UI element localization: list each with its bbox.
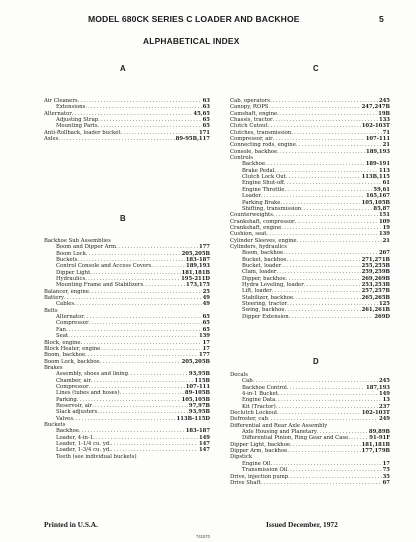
entry-label: Parking Brake	[242, 199, 281, 206]
entry-page: 49	[202, 301, 210, 308]
entry-page: 93,95B	[188, 409, 210, 416]
index-entry	[44, 454, 210, 460]
entry-label: 4-in-1 Bucket	[242, 391, 278, 398]
dot-leader	[277, 149, 365, 155]
entry-label: Bucket, loader	[242, 262, 282, 269]
entry-page: 71	[382, 129, 390, 136]
entry-page: 177	[198, 244, 210, 251]
entry-page: 89-95B,117	[175, 136, 210, 143]
page-number: 5	[379, 14, 384, 24]
entry-page: 171	[198, 129, 210, 136]
entry-label: Drive Shaft	[230, 479, 261, 486]
entry-page: 249	[378, 416, 390, 423]
entry-label: Boom, backhoe	[242, 250, 284, 257]
entry-page: 125	[378, 301, 390, 307]
entry-label: Axles	[44, 136, 59, 143]
entry-page: 267	[378, 250, 390, 257]
entry-page: 102-103T	[361, 410, 390, 417]
dot-leader	[297, 238, 382, 244]
index-list-b	[44, 238, 210, 460]
dot-leader	[58, 136, 174, 142]
entry-label: Clutch Lock Out	[242, 174, 286, 181]
entry-label: Swing, backhoe	[242, 307, 285, 314]
dot-leader	[74, 301, 201, 307]
entry-page: 189,193	[366, 148, 390, 155]
entry-label: Dipper Light, backhoe	[230, 441, 291, 448]
entry-page: 65	[202, 123, 210, 130]
entry-label: Shifting, transmission	[242, 205, 302, 212]
entry-page: 25	[202, 288, 210, 295]
entry-label: Buckets	[56, 257, 78, 264]
entry-label: Mounting Frame and Stabilizers	[56, 282, 144, 289]
entry-label: Crankshaft, compressor	[230, 218, 295, 225]
entry-label: Loader, 1-3/4 cu. yd.	[56, 447, 111, 454]
entry-label: Camshaft, engine	[230, 110, 278, 117]
index-entry	[230, 149, 390, 155]
entry-label: Alternator	[56, 314, 84, 321]
entry-page: 107-111	[365, 136, 390, 143]
entry-page: 205,205B	[181, 250, 210, 257]
entry-label: Differential and Rear Axle Assembly	[230, 422, 328, 429]
section-letter-c: C	[313, 64, 319, 73]
entry-label: Decals	[230, 372, 248, 378]
index-entry	[230, 314, 390, 320]
entry-page: 259,259B	[361, 269, 390, 276]
entry-label: Compressor, air	[230, 136, 273, 143]
entry-page: 17	[382, 460, 390, 467]
entry-page: 149	[378, 391, 390, 398]
entry-page: 65	[202, 320, 210, 327]
entry-label: Control Console and Access Covers	[56, 263, 152, 270]
entry-label: Cylinders, hydraulics	[230, 243, 287, 250]
entry-page: 113B-115D	[176, 415, 210, 422]
entry-page: 183-187	[185, 257, 210, 264]
entry-page: 85,87	[373, 205, 390, 212]
entry-page: 261,261B	[361, 307, 390, 314]
entry-page: 21	[382, 237, 390, 244]
entry-label: Loader, 4-in-1	[56, 434, 94, 441]
entry-label: Air Cleaners	[44, 98, 78, 104]
entry-label: Buckets	[44, 421, 66, 428]
index-entry	[44, 136, 210, 142]
entry-label: Stabilizer, backhoe	[242, 294, 294, 301]
entry-label: Fan	[56, 326, 66, 333]
entry-label: Clutch Cutout	[230, 123, 268, 130]
entry-label: Differential Pinion, Ring Gear and Case	[242, 435, 349, 442]
entry-label: Cables	[56, 301, 75, 308]
entry-label: Dipper, backhoe	[242, 275, 286, 282]
entry-label: Backhoe Control	[242, 384, 287, 391]
entry-label: Block, engine	[44, 339, 81, 346]
entry-label: Cylinder Sleeves, engine	[230, 237, 297, 244]
entry-label: Canopy, ROPS	[230, 104, 269, 111]
entry-label: Reservoir, air	[56, 402, 93, 409]
entry-label: Brake Pedal	[242, 167, 275, 174]
entry-label: Boom Lock, backhoe	[44, 358, 100, 365]
entry-page: 245	[378, 378, 390, 385]
entry-label: Compressor	[56, 383, 89, 390]
entry-label: Console, backhoe	[230, 148, 278, 155]
entry-label: Cushion, seat	[230, 231, 267, 238]
entry-page: 65	[202, 314, 210, 321]
entry-label: Loader	[242, 193, 261, 200]
entry-page: 147	[198, 447, 210, 454]
entry-label: Lines (tubes and hoses)	[56, 390, 120, 397]
entry-page: 17	[202, 339, 210, 346]
entry-label: Brakes	[44, 364, 63, 371]
index-entry	[44, 359, 210, 365]
entry-page: 65	[202, 117, 210, 124]
entry-page: 97,97B	[188, 402, 210, 409]
entry-label: Alternator	[44, 110, 72, 117]
entry-page: 91-91F	[369, 435, 390, 442]
entry-label: Loader, 1-1/4 cu. yd.	[56, 441, 111, 447]
entry-label: Boom, backhoe	[44, 352, 86, 359]
entry-label: Battery	[44, 295, 64, 302]
entry-label: Assembly, shoes and lining	[56, 371, 128, 378]
entry-page: 181,181B	[181, 269, 210, 276]
dot-leader	[287, 448, 360, 454]
entry-page: 257,257B	[361, 288, 390, 295]
entry-label: Axle Housing and Planetary	[242, 429, 317, 436]
entry-label: Boom Lock	[56, 250, 86, 257]
entry-label: Engine Shut-off	[242, 180, 284, 187]
printed-note: Printed in U.S.A.	[44, 520, 98, 529]
entry-page: 93,95B	[188, 371, 210, 378]
entry-page: 63	[202, 104, 210, 111]
entry-label: Backhoe	[242, 161, 265, 168]
page-title: MODEL 680CK SERIES C LOADER AND BACKHOE	[88, 14, 300, 24]
entry-label: Connecting rods, engine	[230, 142, 296, 149]
entry-label: Hydra Leveling, loader	[242, 281, 304, 288]
entry-page: 245	[378, 98, 390, 104]
entry-label: Anti-Rollback, loader bucket	[44, 129, 121, 136]
dot-leader	[261, 480, 382, 486]
entry-page: 181,181B	[361, 441, 390, 448]
entry-page: 89-105B	[184, 390, 210, 397]
entry-page: 173,175	[186, 282, 210, 289]
section-letter-d: D	[313, 357, 319, 366]
entry-label: Hydraulics	[56, 276, 86, 283]
entry-label: Seat	[56, 333, 69, 340]
entry-page: 19B	[378, 110, 390, 117]
entry-label: Dipper Extension	[242, 313, 289, 320]
entry-page: 265,265B	[361, 294, 390, 301]
entry-page: 107-111	[185, 383, 210, 390]
entry-label: Extensions	[56, 104, 86, 111]
entry-page: 149	[198, 434, 210, 441]
entry-page: 247,247B	[361, 104, 390, 111]
entry-label: Backhoe	[56, 428, 79, 435]
entry-page: 105,105B	[181, 396, 210, 403]
entry-label: Chassis, tractor	[230, 117, 273, 124]
entry-label: Bucket, backhoe	[242, 256, 287, 263]
entry-label: Valves	[56, 415, 74, 422]
dot-leader	[100, 359, 181, 365]
entry-page: 139	[198, 333, 210, 340]
entry-label: Controls	[230, 155, 253, 162]
entry-page: 151	[378, 212, 390, 219]
entry-page: 19	[382, 224, 390, 231]
entry-page: 165,167	[366, 193, 390, 200]
entry-label: Backhoe Sub Assemblies	[44, 238, 111, 244]
entry-label: Cab	[242, 378, 253, 385]
entry-page: 189,193	[186, 263, 210, 270]
entry-label: Boom and Dipper Arm	[56, 244, 117, 251]
entry-page: 205,205B	[181, 358, 210, 365]
entry-label: Kit (Tractor)	[242, 403, 276, 410]
entry-page: 67	[382, 479, 390, 486]
entry-page: 139	[378, 231, 390, 238]
entry-page: 237	[378, 403, 390, 410]
entry-page: 113	[378, 167, 390, 174]
entry-label: Clam, loader	[242, 269, 277, 276]
dot-leader	[73, 416, 175, 422]
index-entry	[230, 480, 390, 486]
entry-page: 109	[378, 218, 390, 225]
entry-label: Dipper Arm, backhoe	[230, 448, 288, 455]
entry-label: Engine Oil	[242, 460, 271, 467]
entry-page: 61	[382, 180, 390, 187]
entry-page: 75	[382, 467, 390, 474]
entry-label: Engine Data	[242, 397, 276, 404]
entry-page: 187,193	[366, 384, 390, 391]
entry-label: Transmission Oil	[242, 467, 288, 474]
entry-page: 147	[198, 441, 210, 447]
entry-label: Lift, loader	[242, 288, 272, 295]
entry-label: Crankshaft, engine	[230, 224, 282, 231]
entry-page: 177,179B	[361, 448, 390, 455]
entry-page: 195-211D	[181, 276, 210, 283]
entry-page: 271,271B	[361, 256, 390, 263]
issued-date: Issued December, 1972	[266, 520, 338, 529]
entry-page: 17	[202, 345, 210, 352]
index-entry	[44, 301, 210, 307]
section-letter-a: A	[120, 64, 126, 73]
entry-page: 13	[382, 397, 390, 404]
entry-label: Parking	[56, 396, 77, 403]
entry-page: 113B,115	[361, 174, 390, 181]
index-list-c	[230, 98, 390, 320]
entry-label: Clutches, transmission	[230, 129, 292, 136]
entry-label: Counterweights	[230, 212, 273, 219]
entry-page: 269,269B	[361, 275, 390, 282]
entry-label: Compressor	[56, 320, 89, 327]
entry-label: Mounting Parts	[56, 123, 98, 130]
section-letter-b: B	[120, 214, 126, 223]
entry-page: 59,61	[373, 186, 390, 193]
entry-label: Dipper Light	[56, 269, 91, 276]
entry-page: 105,105B	[361, 199, 390, 206]
entry-label: Belts	[44, 307, 58, 314]
entry-page: 102-103T	[361, 123, 390, 130]
entry-page: 49	[202, 295, 210, 302]
index-entry	[44, 416, 210, 422]
index-list-d	[230, 372, 390, 486]
entry-page: 115B	[194, 377, 210, 384]
entry-page: 255,255B	[361, 262, 390, 269]
entry-label: Teeth (see individual buckets)	[56, 453, 137, 460]
entry-label: Chamber, air	[56, 377, 91, 384]
entry-page: 183-187	[185, 428, 210, 435]
entry-page: 35	[382, 473, 390, 480]
entry-page: 133	[378, 117, 390, 124]
entry-page: 253,253B	[361, 281, 390, 288]
entry-label: Dipstick	[230, 454, 253, 461]
entry-page: 65	[202, 326, 210, 333]
entry-page: 21	[382, 142, 390, 149]
entry-label: Slack adjusters	[56, 409, 98, 416]
entry-label: Cab, operators	[230, 98, 270, 104]
entry-page: 63	[202, 98, 210, 104]
index-entry	[230, 448, 390, 454]
entry-label: Engine Throttle	[242, 186, 285, 193]
dot-leader	[289, 314, 374, 320]
entry-label: Drive, injection pump	[230, 473, 289, 480]
index-subtitle: ALPHABETICAL INDEX	[143, 36, 240, 46]
entry-label: Block Heater, engine	[44, 345, 101, 352]
entry-label: Defroster, cab	[230, 416, 268, 423]
entry-label: Declutch Lockout	[230, 410, 278, 417]
entry-page: 269D	[374, 313, 390, 320]
entry-page: 189-191	[365, 161, 390, 168]
entry-page: 177	[198, 352, 210, 359]
entry-label: Steering, tractor	[242, 301, 288, 307]
entry-page: 89,89B	[368, 429, 390, 436]
entry-label: Adjusting Strap	[56, 117, 99, 124]
entry-page: 45,65	[193, 110, 210, 117]
entry-label: Balancer, engine	[44, 288, 89, 295]
form-code: 741570	[196, 534, 210, 539]
index-list-a	[44, 98, 210, 142]
